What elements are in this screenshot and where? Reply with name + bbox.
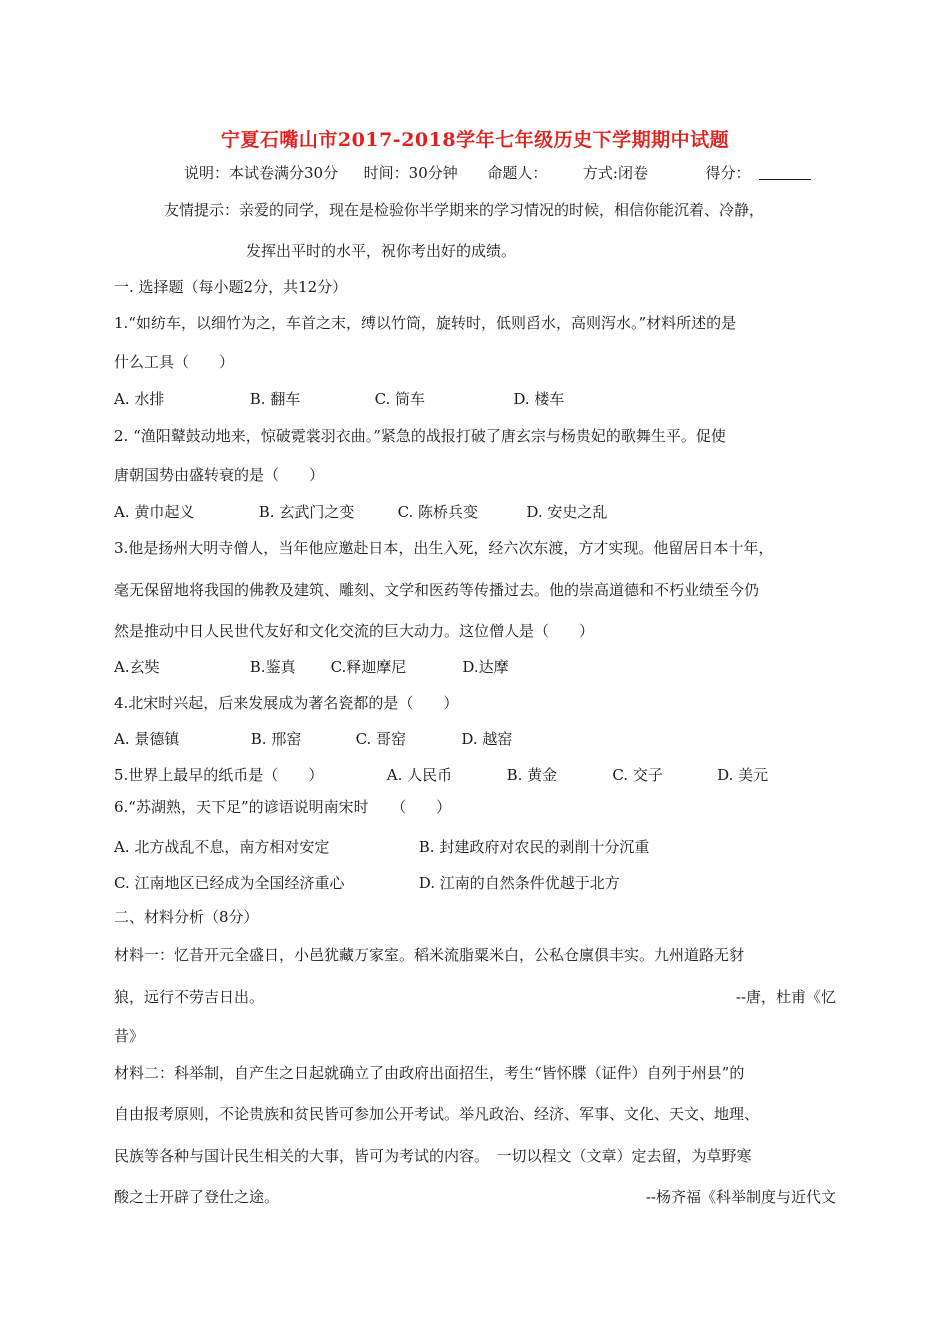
q2-options [114,502,607,522]
material2-line-2: 自由报考原则，不论贵族和贫民皆可参加公开考试。举凡政治、经济、军事、文化、天文、地理、 [114,1105,760,1123]
q3-stem-1: 3.他是扬州大明寺僧人，当年他应邀赴日本，出生入死，经六次东渡，方才实现。他留居日本十年， [114,539,774,557]
q4-option-c: C. 哥窑 [355,730,407,748]
material2-source: --杨齐福《科举制度与近代文 [645,1188,836,1206]
q5-option-c: C. 交子 [612,766,663,784]
meta-method: 方式:闭卷 [582,164,648,182]
material1-line-1: 材料一：忆昔开元全盛日，小邑犹藏万家室。稻米流脂粟米白，公私仓廪俱丰实。九州道路无豺 [114,946,745,964]
q1-option-d: D. 楼车 [513,390,565,408]
q4-option-d: D. 越窑 [461,730,513,748]
tips-line-2: 发挥出平时的水平，祝你考出好的成绩。 [246,242,517,260]
q6-option-b: B. 封建政府对农民的剥削十分沉重 [418,838,650,856]
q3-options [114,657,509,677]
material1-line-2: 狼，远行不劳吉日出。 [114,988,265,1006]
q3-stem-2: 毫无保留地将我国的佛教及建筑、雕刻、文学和医药等传播过去。他的崇高道德和不朽业绩至今仍 [114,581,760,599]
q1-option-a: A. 水排 [114,390,165,408]
q1-stem-2: 什么工具（ ） [114,353,235,371]
q4-option-b: B. 邢窑 [250,730,302,748]
q3-option-b: B.鉴真 [249,658,296,676]
q1-options [114,389,564,409]
q2-stem-2: 唐朝国势由盛转衰的是（ ） [114,466,325,484]
q6-option-a: A. 北方战乱不息，南方相对安定 [114,838,330,856]
q1-option-c: C. 筒车 [374,390,426,408]
q6-option-c: C. 江南地区已经成为全国经济重心 [114,874,345,892]
material2-line-3: 民族等各种与国计民生相关的大事，皆可为考试的内容。 一切以程文（文章）定去留，为草野寒 [114,1147,752,1165]
q4-options [114,729,512,749]
q5-row [114,765,768,785]
q5-option-a: A. 人民币 [386,766,453,784]
meta-note: 说明：本试卷满分30分 [184,164,339,182]
section2-heading: 二、材料分析（8分） [114,908,259,926]
q3-option-d: D.达摩 [462,658,509,676]
q5-stem: 5.世界上最早的纸币是（ ） [114,766,324,784]
q5-option-d: D. 美元 [717,766,769,784]
q1-option-b: B. 翻车 [249,390,301,408]
q6-stem: 6.“苏湖熟，天下足”的谚语说明南宋时 （ ） [114,798,452,816]
page-title: 宁夏石嘴山市2017-2018学年七年级历史下学期期中试题 [220,129,730,151]
q6-options-row-1 [114,837,649,857]
material2-line-4: 酸之士开辟了登仕之途。 [114,1188,280,1206]
tips-line-1: 友情提示：亲爱的同学，现在是检验你半学期来的学习情况的时候，相信你能沉着、冷静， [164,201,765,219]
section1-heading: 一. 选择题（每小题2分，共12分） [114,278,348,296]
meta-author: 命题人： [487,164,548,182]
meta-time: 时间：30分钟 [363,164,458,182]
q3-option-a: A.玄奘 [114,658,160,676]
q2-option-a: A. 黄巾起义 [114,503,195,521]
q2-stem-1: 2. “渔阳鼙鼓动地来，惊破霓裳羽衣曲。”紧急的战报打破了唐玄宗与杨贵妃的歌舞生平。促使 [114,427,726,445]
q4-stem: 4.北宋时兴起，后来发展成为著名瓷都的是（ ） [114,694,459,712]
q6-option-d: D. 江南的自然条件优越于北方 [418,874,620,892]
q6-options-row-2 [114,873,620,893]
meta-score: 得分： [705,164,751,182]
q1-stem-1: 1.“如纺车，以细竹为之，车首之末，缚以竹筒，旋转时，低则舀水，高则泻水。”材料所述的是 [114,314,737,332]
q2-option-d: D. 安史之乱 [526,503,608,521]
q3-stem-3: 然是推动中日人民世代友好和文化交流的巨大动力。这位僧人是（ ） [114,622,595,640]
q5-option-b: B. 黄金 [506,766,558,784]
q2-option-c: C. 陈桥兵变 [397,503,479,521]
score-blank [759,165,811,180]
exam-meta [184,163,811,183]
material1-line-3: 昔》 [114,1027,145,1045]
q3-option-c: C.释迦摩尼 [330,658,407,676]
q4-option-a: A. 景德镇 [114,730,180,748]
q2-option-b: B. 玄武门之变 [258,503,355,521]
material1-source: --唐，杜甫《忆 [735,988,836,1006]
material2-line-1: 材料二：科举制，自产生之日起就确立了由政府出面招生，考生“皆怀牒（证件）自列于州县”的 [114,1064,745,1082]
